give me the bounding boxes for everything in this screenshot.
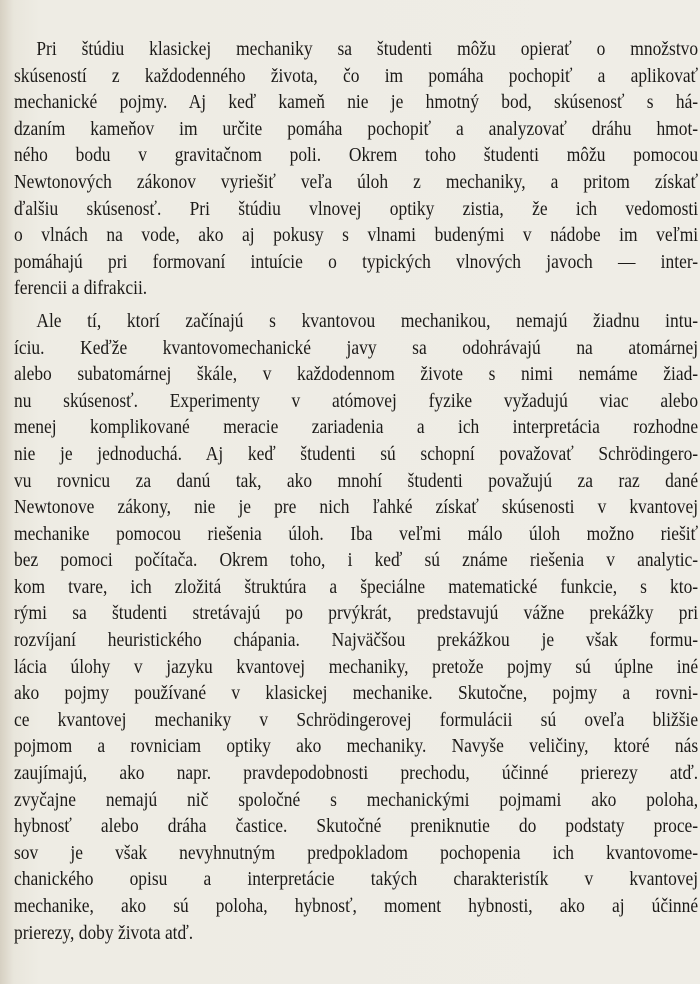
text-line: Ale tí, ktorí začínajú s kvantovou mechanikou, nemajú žiadnu intu- xyxy=(36,309,699,332)
text-line: Newtonových zákonov vyriešiť veľa úloh z mechaniky, a pritom získať xyxy=(14,170,699,193)
text-line: pojmom a rovniciam optiky ako mechaniky. Navyše veličiny, ktoré nás xyxy=(14,735,699,758)
text-line: lácia úlohy v jazyku kvantovej mechaniky, pretože pojmy sú úplne iné xyxy=(14,655,699,678)
text-line: ďalšiu skúsenosť. Pri štúdiu vlnovej optiky zistia, že ich vedomosti xyxy=(14,197,699,220)
text-line: mechanike pomocou riešenia úloh. Iba veľmi málo úloh možno riešiť xyxy=(14,522,699,545)
text-line: kom tvare, ich zložitá štruktúra a špeciálne matematické funkcie, s kto- xyxy=(14,575,699,598)
text-line: dzaním kameňov im určite pomáha pochopiť a analyzovať dráhu hmot- xyxy=(14,117,699,140)
text-line: mechanické pojmy. Aj keď kameň nie je hmotný bod, skúsenosť s há- xyxy=(14,91,699,114)
text-line: menej komplikované meracie zariadenia a ich interpretácia rozhodne xyxy=(14,416,699,439)
text-line: Pri štúdiu klasickej mechaniky sa študenti môžu opierať o množstvo xyxy=(36,38,699,60)
text-line: ako pojmy používané v klasickej mechanike. Skutočne, pojmy a rovni- xyxy=(14,682,699,705)
text-line: mechanike, ako sú poloha, hybnosť, moment hybnosti, ako aj účinné xyxy=(14,895,699,917)
text-line: pomáhajú pri formovaní intuície o typických vlnových javoch — inter- xyxy=(14,250,699,273)
book-page xyxy=(14,36,698,946)
paragraph xyxy=(14,36,698,302)
text-line: ného bodu v gravitačnom poli. Okrem toho študenti môžu pomocou xyxy=(14,144,699,167)
text-line: zvyčajne nemajú nič spoločné s mechanickými pojmami ako poloha, xyxy=(14,788,699,811)
text-line: rými sa študenti stretávajú po prvýkrát, predstavujú vážne prekážky pri xyxy=(14,602,699,625)
text-line: hybnosť alebo dráha častice. Skutočné preniknutie do podstaty proce- xyxy=(14,815,699,838)
text-line: nu skúsenosť. Experimenty v atómovej fyzike vyžadujú viac alebo xyxy=(14,389,699,412)
text-line: ferencii a difrakcii. xyxy=(14,277,148,300)
text-line: zaujímajú, ako napr. pravdepodobnosti prechodu, účinné prierezy atď. xyxy=(14,762,699,785)
paragraph xyxy=(14,308,698,946)
text-line: alebo subatomárnej škále, v každodennom živote s nimi nemáme žiad- xyxy=(14,363,699,386)
text-line: skúseností z každodenného života, čo im pomáha pochopiť a aplikovať xyxy=(14,64,699,87)
text-line: sov je však nevyhnutným predpokladom pochopenia ich kvantovome- xyxy=(14,841,699,864)
text-line: vu rovnicu za danú tak, ako mnohí študenti považujú za raz dané xyxy=(14,469,699,492)
text-line: o vlnách na vode, ako aj pokusy s vlnami budenými v nádobe im veľmi xyxy=(14,224,699,247)
text-line: rozvíjaní heuristického chápania. Najväčšou prekážkou je však formu- xyxy=(14,629,699,652)
text-line: ce kvantovej mechaniky v Schrödingerovej formulácii sú oveľa bližšie xyxy=(14,708,699,731)
text-line: bez pomoci počítača. Okrem toho, i keď sú známe riešenia v analytic- xyxy=(14,549,699,572)
text-line: íciu. Keďže kvantovomechanické javy sa odohrávajú na atomárnej xyxy=(14,336,699,359)
text-line: nie je jednoduchá. Aj keď študenti sú schopní považovať Schrödingero- xyxy=(14,442,699,465)
text-line: chanického opisu a interpretácie takých charakteristík v kvantovej xyxy=(14,868,699,891)
text-line: prierezy, doby života atď. xyxy=(14,921,194,944)
text-line: Newtonove zákony, nie je pre nich ľahké získať skúsenosti v kvantovej xyxy=(14,496,699,519)
